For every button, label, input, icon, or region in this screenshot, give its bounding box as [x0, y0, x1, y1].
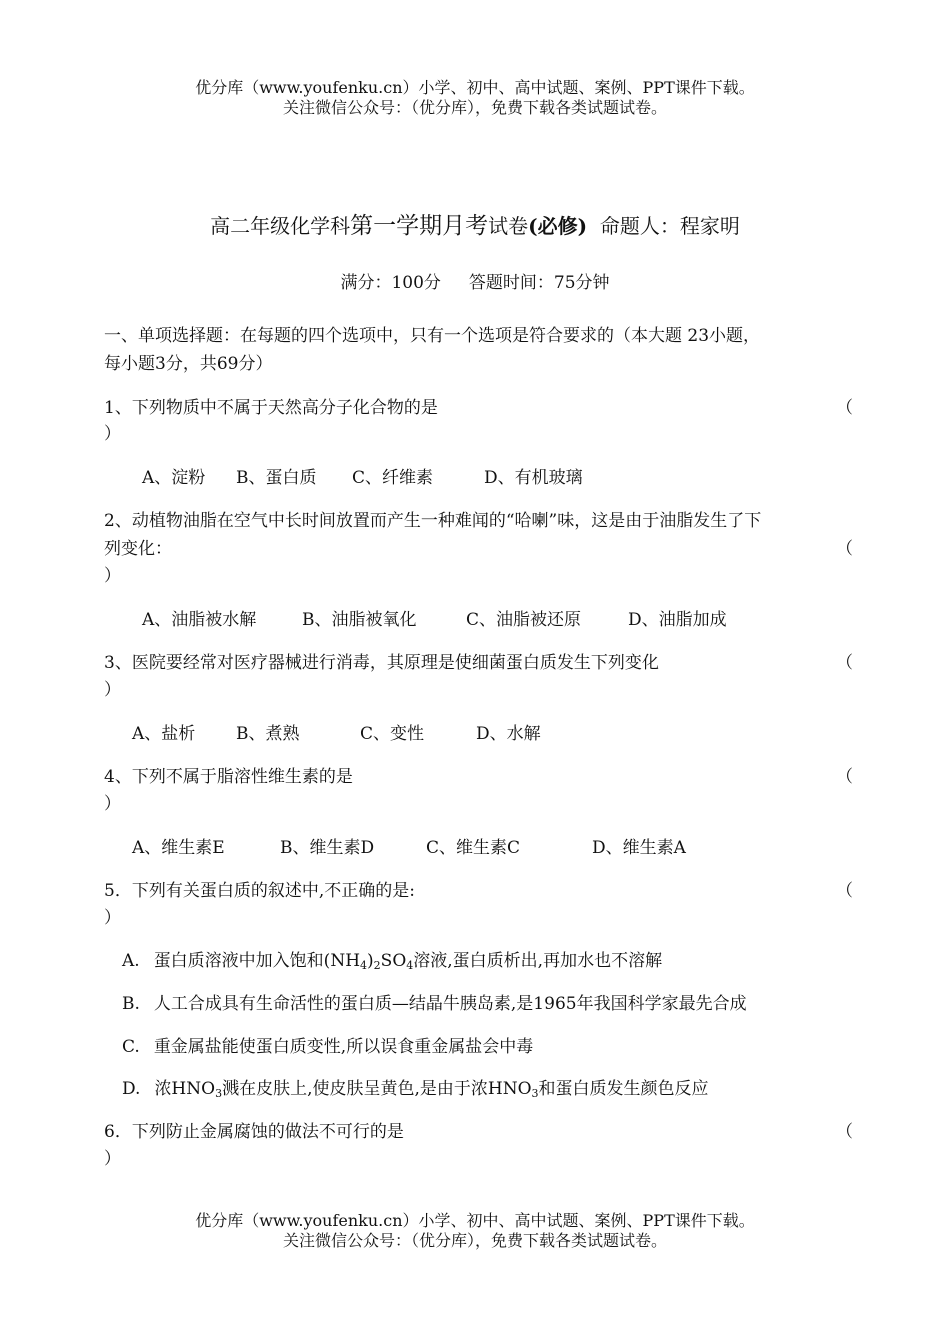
q2-stem-line-2: 列变化： [104, 539, 172, 559]
q4-stem: 4、下列不属于脂溶性维生素的是 [104, 767, 353, 787]
q5-option-d-text-2: 溅在皮肤上,使皮肤呈黄色,是由于浓HNO [222, 1079, 532, 1099]
footer-line-1: 优分库（www.youfenku.cn）小学、初中、高中试题、案例、PPT课件下载。 [195, 1211, 755, 1230]
q3-option-a: A、盐析 [132, 724, 196, 744]
q5-option-d-sub-1: 3 [215, 1087, 223, 1100]
q3-option-d: D、水解 [476, 724, 541, 744]
q5-close-paren: ） [104, 908, 121, 928]
q5-option-d-text-3: 和蛋白质发生颜色反应 [538, 1079, 709, 1099]
q2-stem-line-1: 2、动植物油脂在空气中长时间放置而产生一种难闻的“哈喇”味，这是由于油脂发生了下 [104, 511, 762, 531]
q5-option-c-text: 重金属盐能使蛋白质变性,所以误食重金属盐会中毒 [153, 1037, 534, 1057]
q5-option-d [122, 1078, 709, 1105]
q5-stem: 5．下列有关蛋白质的叙述中,不正确的是: [104, 881, 415, 901]
q5-option-a-sub-2: 2 [373, 959, 381, 972]
exam-title [0, 212, 950, 240]
q1-option-d: D、有机玻璃 [484, 468, 583, 488]
q5-option-a-text-2: ) [367, 951, 374, 971]
q3-option-c: C、变性 [360, 724, 425, 744]
q1-close-paren: ） [104, 424, 121, 444]
title-part-2: 第一学期月考 [350, 213, 489, 239]
q5-option-a [122, 950, 662, 977]
q5-option-a-sub-3: 4 [406, 959, 414, 972]
q1-option-c: C、纤维素 [352, 468, 434, 488]
header-line-2: 关注微信公众号：（优分库），免费下载各类试题试卷。 [282, 98, 667, 117]
q1-option-a: A、淀粉 [142, 468, 206, 488]
q2-option-a: A、油脂被水解 [142, 610, 257, 630]
full-score: 满分：100分 [340, 273, 441, 293]
q5-option-a-text-4: 溶液,蛋白质析出,再加水也不溶解 [413, 951, 663, 971]
title-part-1: 高二年级化学科 [210, 214, 351, 238]
q5-option-a-label: A. [122, 951, 140, 971]
q5-option-d-text-1: 浓HNO [154, 1079, 216, 1099]
q4-option-d: D、维生素A [592, 838, 686, 858]
q2-open-paren: （ [836, 539, 853, 559]
header-line-1: 优分库（www.youfenku.cn）小学、初中、高中试题、案例、PPT课件下载。 [195, 78, 755, 97]
q5-option-c [122, 1036, 533, 1058]
q5-option-a-text-3: SO [380, 951, 407, 971]
q2-option-d: D、油脂加成 [628, 610, 727, 630]
q1-option-b: B、蛋白质 [236, 468, 317, 488]
q5-option-b-label: B. [122, 994, 140, 1014]
q5-option-b [122, 993, 747, 1015]
title-part-4: (必修) [528, 214, 588, 238]
section-1-line-1: 一、单项选择题：在每题的四个选项中，只有一个选项是符合要求的（本大题 23小题， [104, 326, 761, 346]
title-part-5: 命题人：程家明 [587, 214, 740, 238]
q1-stem: 1、下列物质中不属于天然高分子化合物的是 [104, 398, 438, 418]
q4-option-b: B、维生素D [280, 838, 375, 858]
section-1-line-2: 每小题3分，共69分） [104, 354, 273, 374]
q6-stem: 6．下列防止金属腐蚀的做法不可行的是 [104, 1122, 404, 1142]
q2-option-c: C、油脂被还原 [466, 610, 582, 630]
q5-option-a-text-1: 蛋白质溶液中加入饱和(NH [153, 951, 361, 971]
q1-open-paren: （ [836, 398, 853, 418]
title-part-3: 试卷 [488, 214, 529, 238]
q2-close-paren: ） [104, 566, 121, 586]
q5-option-d-label: D. [122, 1079, 141, 1099]
q5-option-d-sub-2: 3 [531, 1087, 539, 1100]
q6-open-paren: （ [836, 1122, 853, 1142]
q6-close-paren: ） [104, 1149, 121, 1169]
q5-option-a-sub-1: 4 [360, 959, 368, 972]
q4-option-a: A、维生素E [132, 838, 225, 858]
q5-option-c-label: C. [122, 1037, 140, 1057]
q2-option-b: B、油脂被氧化 [302, 610, 417, 630]
q4-option-c: C、维生素C [426, 838, 521, 858]
q3-stem: 3、医院要经常对医疗器械进行消毒，其原理是使细菌蛋白质发生下列变化 [104, 653, 659, 673]
answer-time: 答题时间：75分钟 [468, 273, 610, 293]
q5-open-paren: （ [836, 881, 853, 901]
q3-open-paren: （ [836, 653, 853, 673]
q5-option-b-text: 人工合成具有生命活性的蛋白质—结晶牛胰岛素,是1965年我国科学家最先合成 [153, 994, 747, 1014]
q4-close-paren: ） [104, 794, 121, 814]
q3-close-paren: ） [104, 680, 121, 700]
q3-option-b: B、煮熟 [236, 724, 300, 744]
footer-line-2: 关注微信公众号：（优分库），免费下载各类试题试卷。 [282, 1231, 667, 1250]
q4-open-paren: （ [836, 767, 853, 787]
exam-meta [0, 272, 950, 294]
